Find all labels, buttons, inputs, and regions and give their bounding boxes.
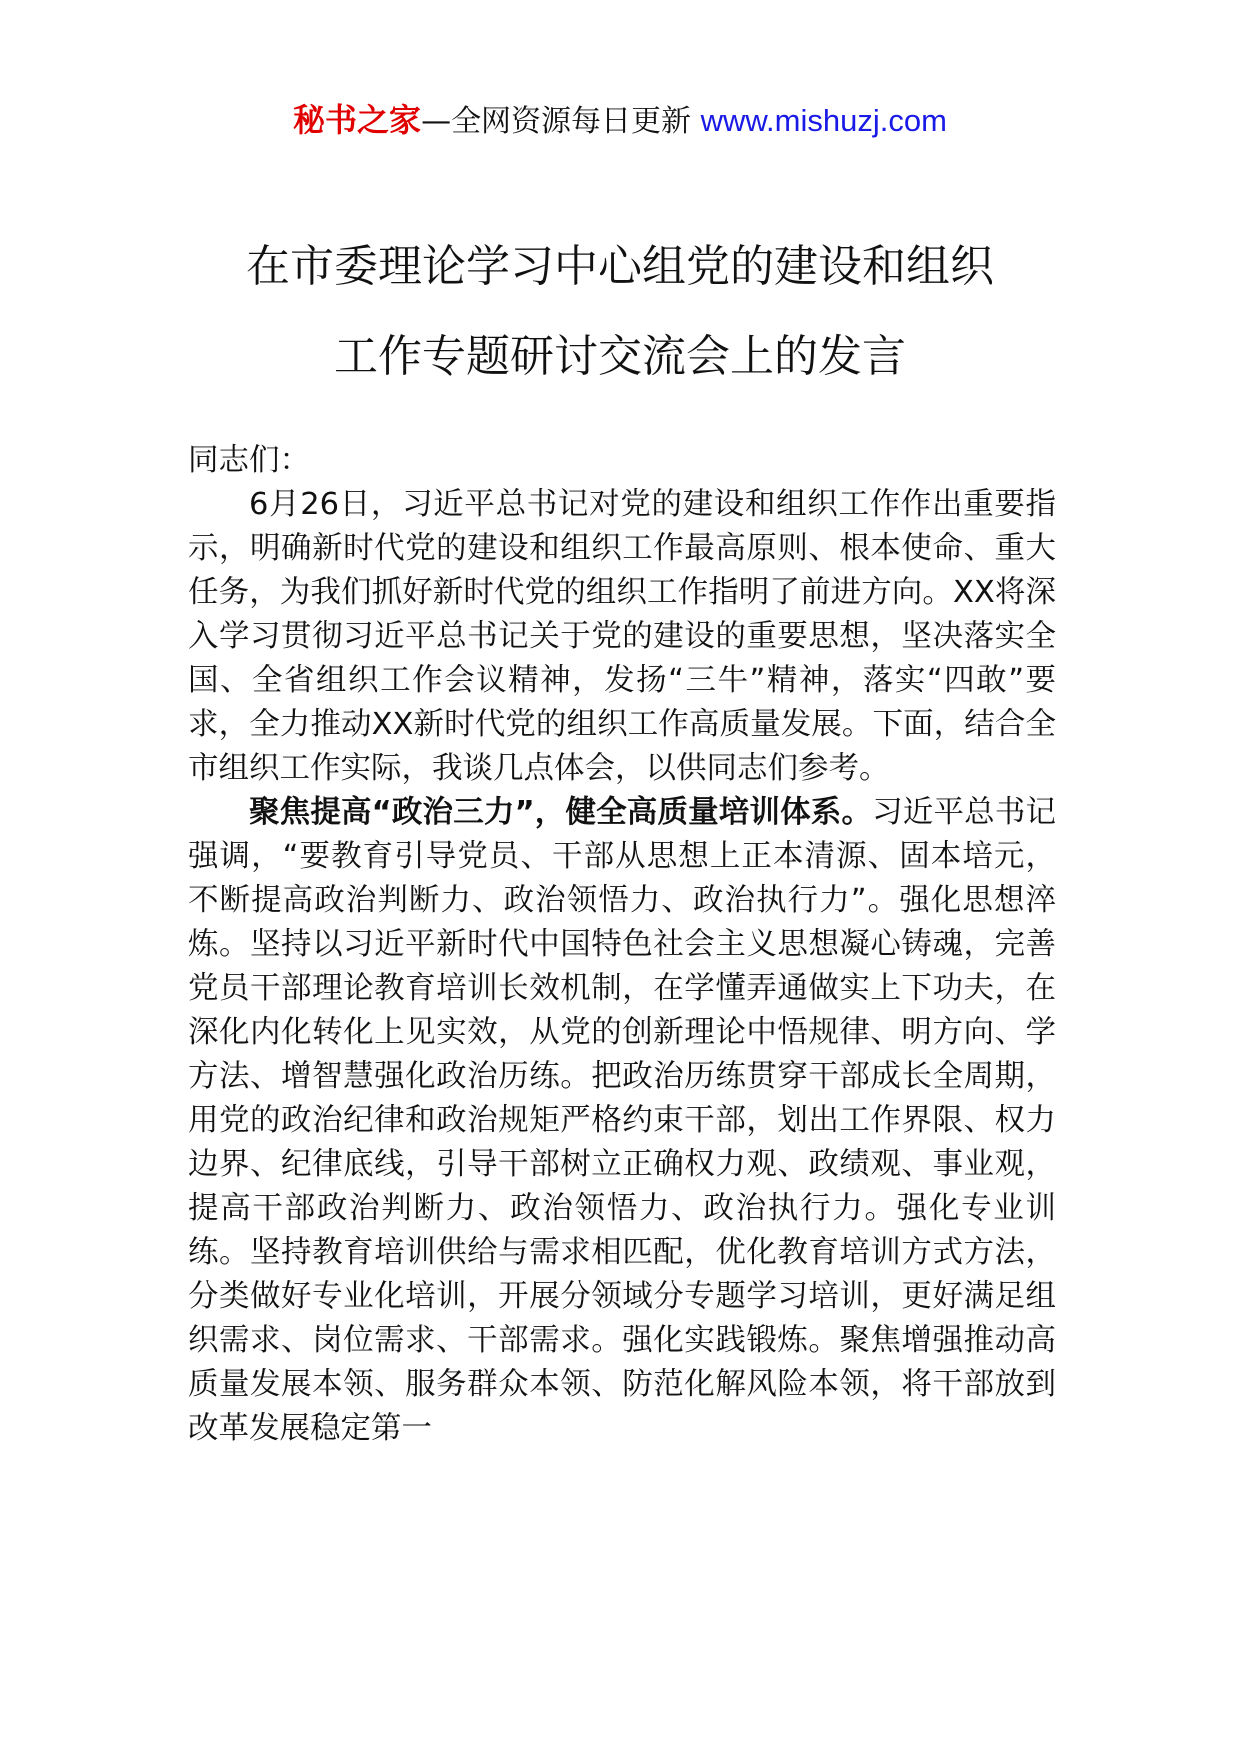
site-brand: 秘书之家	[293, 101, 422, 139]
title-line-1: 在市委理论学习中心组党的建设和组织	[246, 241, 994, 292]
paragraph-intro: 6月26日，习近平总书记对党的建设和组织工作作出重要指示，明确新时代党的建设和组织工作最高原则、根本使命、重大任务，为我们抓好新时代党的组织工作指明了前进方向。XX将深入学习贯彻习近平总书记关于党的建设的重要思想，坚决落实全国、全省组织工作会议精神，发扬“三牛”精神，落实“四敢”要求，全力推动XX新时代党的组织工作高质量发展。下面，结合全市组织工作实际，我谈几点体会，以供同志们参考。	[188, 487, 1056, 786]
site-header	[0, 100, 1240, 142]
section-text: 习近平总书记强调，“要教育引导党员、干部从思想上正本清源、固本培元，不断提高政治判断力、政治领悟力、政治执行力”。强化思想淬炼。坚持以习近平新时代中国特色社会主义思想凝心铸魂，完善党员干部理论教育培训长效机制，在学懂弄通做实上下功夫，在深化内化转化上见实效，从党的创新理论中悟规律、明方向、学方法、增智慧强化政治历练。把政治历练贯穿干部成长全周期，用党的政治纪律和政治规矩严格约束干部，划出工作界限、权力边界、纪律底线，引导干部树立正确权力观、政绩观、事业观，提高干部政治判断力、政治领悟力、政治执行力。强化专业训练。坚持教育培训供给与需求相匹配，优化教育培训方式方法，分类做好专业化培训，开展分领域分专题学习培训，更好满足组织需求、岗位需求、干部需求。强化实践锻炼。聚焦增强推动高质量发展本领、服务群众本领、防范化解风险本领，将干部放到改革发展稳定第一	[188, 795, 1057, 1446]
section-heading: 聚焦提高“政治三力”，健全高质量培训体系。	[249, 795, 873, 830]
title-line-2: 工作专题研讨交流会上的发言	[334, 331, 906, 382]
salutation: 同志们：	[188, 443, 310, 478]
site-url-link[interactable]: www.mishuzj.com	[700, 103, 947, 138]
document-body	[188, 439, 1056, 1451]
paragraph-section-1	[188, 791, 1056, 1451]
document-title	[150, 222, 1090, 402]
site-slogan: —全网资源每日更新	[421, 104, 692, 139]
